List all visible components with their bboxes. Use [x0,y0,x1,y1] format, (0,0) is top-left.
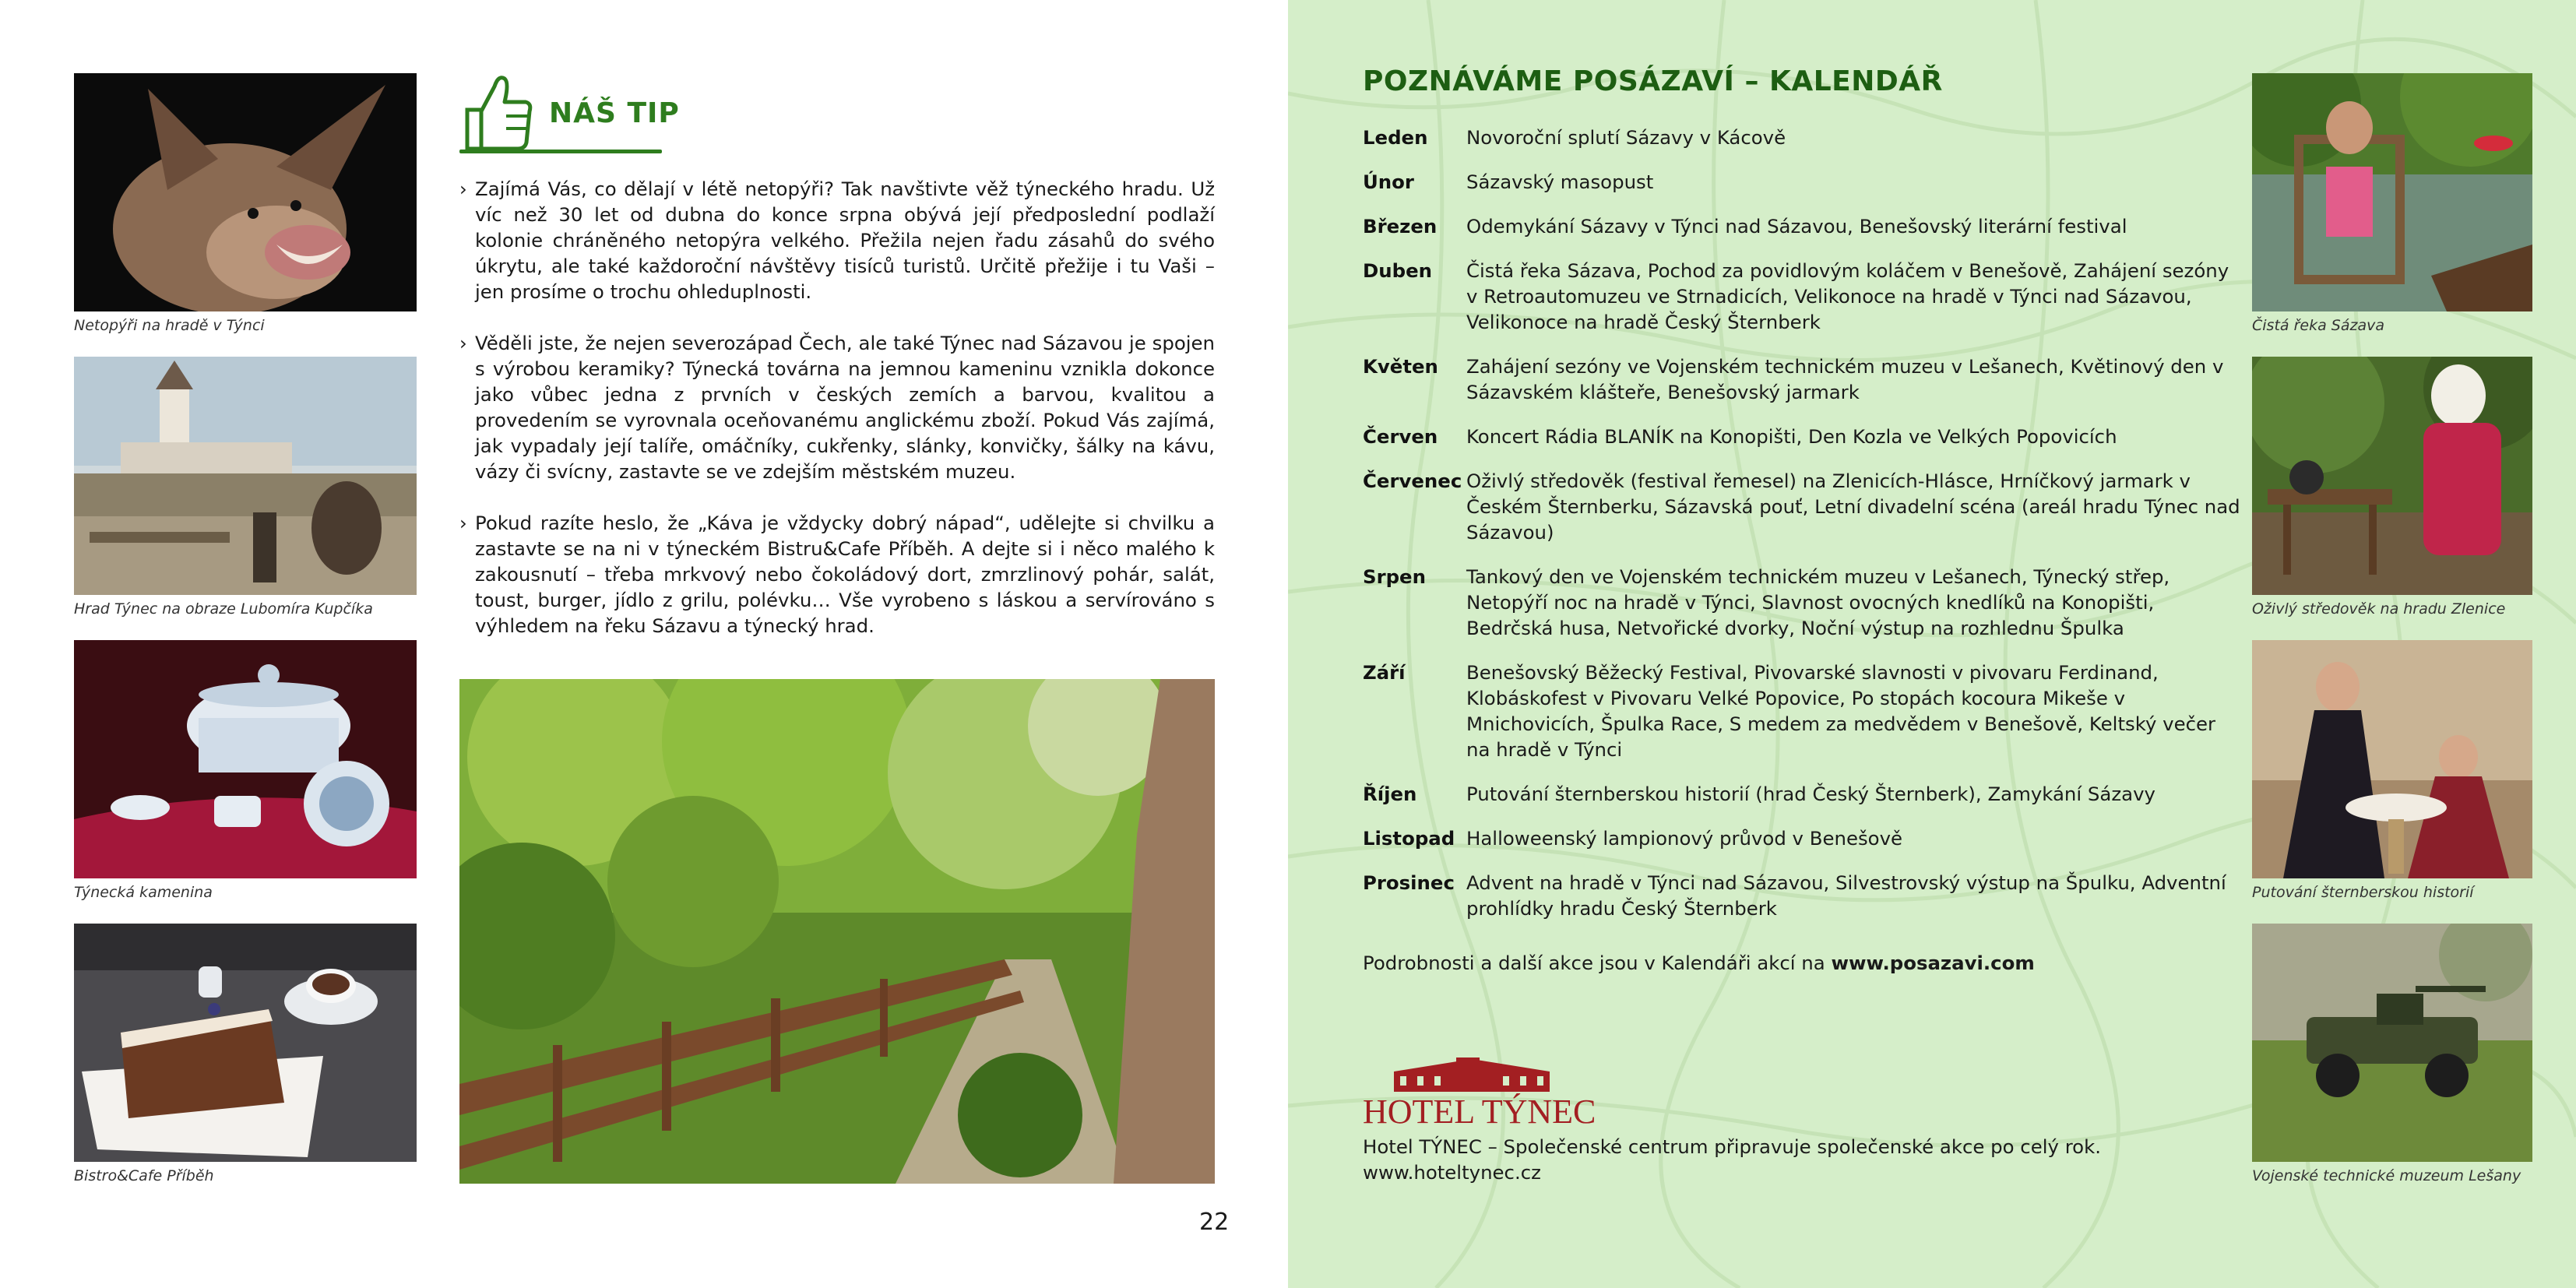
calendar-month: Březen [1363,215,1438,238]
tip-title: NÁŠ TIP [549,97,680,129]
hotel-website-link[interactable]: www.hoteltynec.cz [1363,1161,1541,1184]
thumbs-up-icon [459,71,533,155]
page-number: 22 [1199,1209,1230,1236]
pottery-caption: Týnecká kamenina [74,884,213,901]
pottery-photo [74,640,417,878]
medieval-caption: Oživlý středověk na hradu Zlenice [2252,600,2506,618]
castle-painting-photo [74,357,417,595]
calendar-month: Leden [1363,126,1428,149]
tip-underline [459,150,662,153]
calendar-events: Koncert Rádia BLANÍK na Konopišti, Den Kozla ve Velkých Popovicích [1466,425,2117,448]
calendar-events: Advent na hradě v Týnci nad Sázavou, Silvestrovský výstup na Špulku, Adventní prohlídky hradu Český Šternberk [1466,871,2226,920]
calendar-list [1363,125,2243,940]
hotel-tynec-logo [1363,1057,1596,1128]
calendar-row [1363,169,2243,195]
sternberk-photo [2252,640,2532,878]
calendar-month: Únor [1363,171,1414,193]
river-cleanup-photo [2252,73,2532,311]
calendar-events: Čistá řeka Sázava, Pochod za povidlovým koláčem v Benešově, Zahájení sezóny v Retroautomuzeu ve Strnadicích, Velikonoce na hradě v Týnci nad Sázavou, Velikonoce na hradě Český Šternberk [1466,259,2229,333]
calendar-events: Sázavský masopust [1466,171,1654,193]
cafe-photo [74,924,417,1162]
calendar-month: Prosinec [1363,871,1455,894]
calendar-month: Říjen [1363,783,1417,805]
tips-list [459,176,1215,664]
calendar-month: Srpen [1363,565,1426,588]
forest-path-photo [459,679,1215,1184]
calendar-events: Odemykání Sázavy v Týnci nad Sázavou, Benešovský literární festival [1466,215,2127,238]
calendar-month: Červenec [1363,470,1462,492]
calendar-row [1363,354,2243,405]
cafe-caption: Bistro&Cafe Příběh [74,1167,214,1184]
calendar-month: Červen [1363,425,1438,448]
military-museum-photo [2252,924,2532,1162]
sternberk-caption: Putování šternberskou historií [2252,884,2474,901]
military-museum-caption: Vojenské technické muzeum Lešany [2252,1167,2521,1184]
bat-photo [74,73,417,311]
hotel-logo-text: HOTEL TÝNEC [1363,1093,1596,1128]
calendar-events: Zahájení sezóny ve Vojenském technickém muzeu v Lešanech, Květinový den v Sázavském klášteře, Benešovský jarmark [1466,355,2224,403]
castle-painting-caption: Hrad Týnec na obraze Lubomíra Kupčíka [74,600,373,618]
calendar-row [1363,125,2243,150]
calendar-row [1363,870,2243,921]
calendar-row [1363,660,2243,762]
river-cleanup-caption: Čistá řeka Sázava [2252,317,2384,334]
calendar-footer-text: Podrobnosti a další akce jsou v Kalendáři akcí na [1363,952,1825,974]
calendar-row [1363,825,2243,851]
tip-ceramics: › Věděli jste, že nejen severozápad Čech, ale také Týnec nad Sázavou je spojen s výrobou keramiky? Týnecká továrna na jemnou kameninu vznikla dokonce jako vůbec jedna z prvních v českých zemích a barvou, kvalitou a provedením se vyrovnala oceňovanému anglickému zboží. Pokud Vás zajímá, jak vypadaly její talíře, omáčníky, cukřenky, slánky, konvičky, šálky na kávu, vázy či svícny, zastavte se ve zdejším městském muzeu. [459,330,1215,484]
calendar-row [1363,258,2243,335]
calendar-month: Květen [1363,355,1438,378]
calendar-events: Tankový den ve Vojenském technickém muzeu v Lešanech, Týnecký střep, Netopýří noc na hradě v Týnci, Slavnost ovocných knedlíků na Konopišti, Bedrčská husa, Netvořické dvorky, Noční výstup na rozhlednu Špulka [1466,565,2170,639]
calendar-row [1363,213,2243,239]
calendar-row [1363,781,2243,807]
hotel-description: Hotel TÝNEC – Společenské centrum připravuje společenské akce po celý rok. [1363,1135,2101,1158]
calendar-events: Oživlý středověk (festival řemesel) na Zlenicích-Hlásce, Hrníčkový jarmark v Českém Šternberku, Sázavská pouť, Letní divadelní scéna (areál hradu Týnec nad Sázavou) [1466,470,2240,544]
hotel-info [1363,1134,2101,1185]
calendar-footer [1363,950,2035,976]
calendar-month: Září [1363,661,1406,684]
calendar-month: Listopad [1363,827,1455,850]
calendar-events: Halloweenský lampionový průvod v Benešově [1466,827,1903,850]
calendar-row [1363,564,2243,641]
bat-caption: Netopýři na hradě v Týnci [74,317,265,334]
calendar-row [1363,468,2243,545]
calendar-month: Duben [1363,259,1432,282]
tip-cafe: › Pokud razíte heslo, že „Káva je vždycky dobrý nápad“, udělejte si chvilku a zastavte se na ni v týneckém Bistru&Cafe Příběh. A dejte si i něco malého k zakousnutí – třeba mrkvový nebo čokoládový dort, zmrzlinový pohár, salát, toust, burger, jídlo z grilu, polévku… Vše vyrobeno s láskou a servírováno s výhledem na řeku Sázavu a týnecký hrad. [459,510,1215,639]
medieval-photo [2252,357,2532,595]
calendar-row [1363,424,2243,449]
calendar-events: Benešovský Běžecký Festival, Pivovarské slavnosti v pivovaru Ferdinand, Klobáskofest v Pivovaru Velké Popovice, Po stopách kocoura Mikeše v Mnichovicích, Špulka Race, S medem za medvědem v Benešově, Keltský večer na hradě v Týnci [1466,661,2216,761]
posazavi-link[interactable]: www.posazavi.com [1831,952,2035,974]
calendar-title: POZNÁVÁME POSÁZAVÍ – KALENDÁŘ [1363,65,1943,97]
right-page [1288,0,2576,1288]
calendar-events: Putování šternberskou historií (hrad Český Šternberk), Zamykání Sázavy [1466,783,2155,805]
tip-header [459,70,680,156]
calendar-events: Novoroční splutí Sázavy v Kácově [1466,126,1786,149]
tip-bats: › Zajímá Vás, co dělají v létě netopýři? Tak navštivte věž týneckého hradu. Už víc než 30 let od dubna do konce srpna obývá její předposlední podlaží kolonie chráněného netopýra velkého. Přežila nejen řadu zásahů do svého úkrytu, ale také každoroční návštěvy tisíců turistů. Určitě přežije i tu Vaši – jen prosíme o trochu ohleduplnosti. [459,176,1215,304]
